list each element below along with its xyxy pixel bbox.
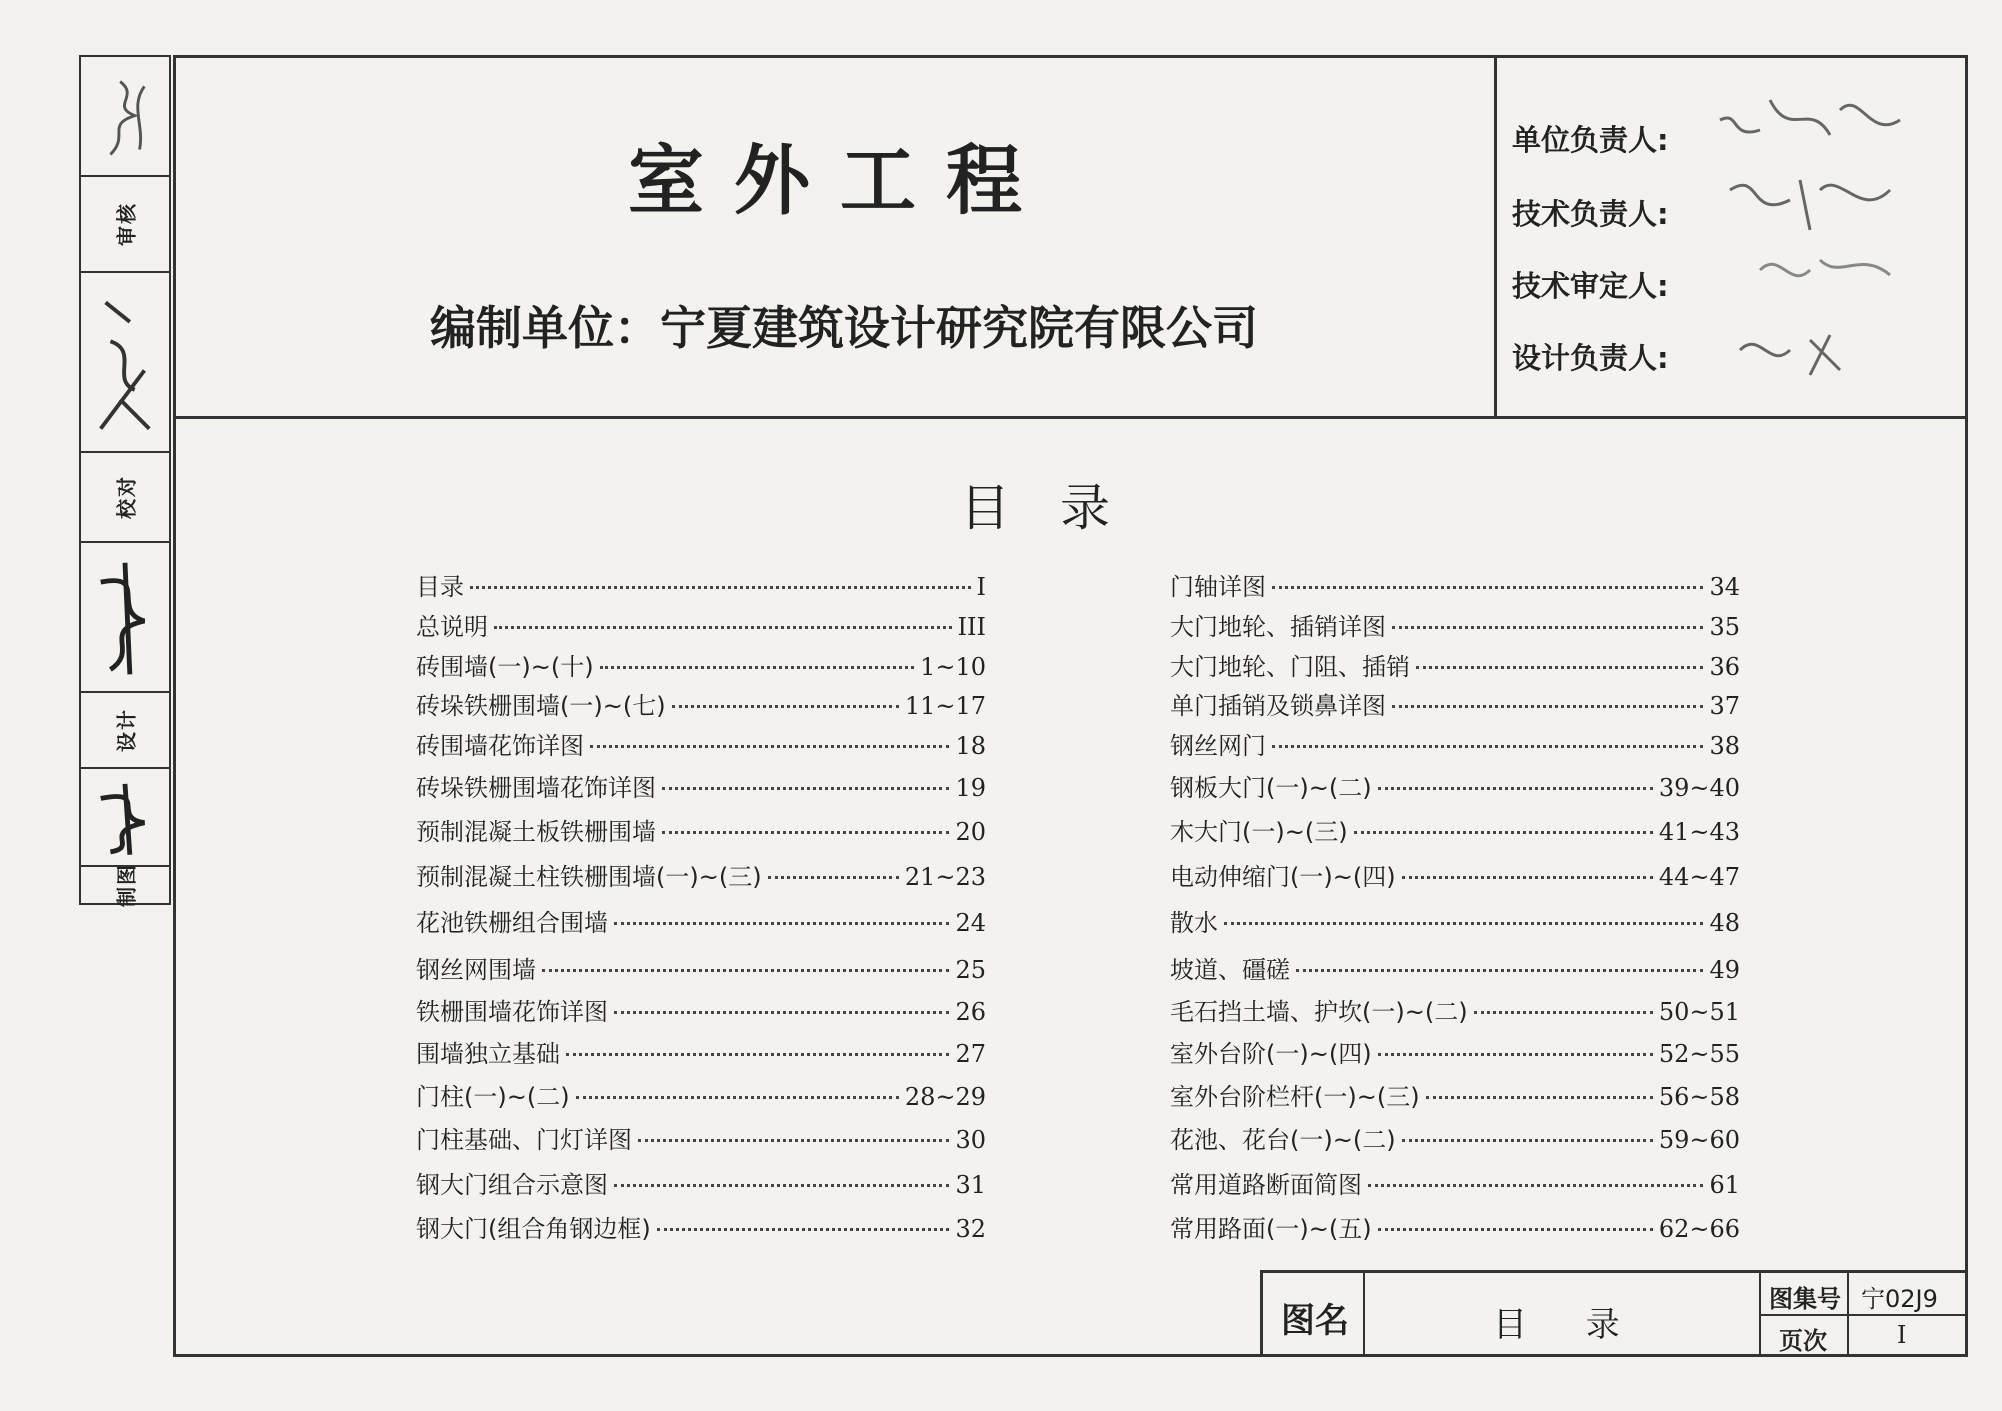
toc-entry-title: 预制混凝土柱铁栅围墙(一)~(三): [416, 863, 762, 891]
toc-leader-dots: [1402, 1139, 1653, 1142]
strip-cell-design: [81, 691, 169, 767]
toc-leader-dots: [1392, 626, 1703, 629]
toc-entry-page: 19: [955, 774, 986, 802]
toc-entry-page: 38: [1709, 732, 1740, 760]
toc-entry-title: 花池、花台(一)~(二): [1170, 1126, 1396, 1154]
toc-entry-page: 37: [1709, 692, 1740, 720]
page-number-value: I: [1897, 1321, 1907, 1349]
toc-entry-page: I: [976, 573, 986, 601]
strip-cell-review: [81, 175, 169, 271]
toc-entry-page: 1~10: [920, 653, 986, 681]
toc-entry: [416, 903, 986, 938]
toc-entry: [1170, 1120, 1740, 1155]
toc-entry-page: 44~47: [1658, 863, 1740, 891]
strip-cell-proofread: [81, 451, 169, 541]
toc-entry-page: 35: [1709, 613, 1740, 641]
toc-leader-dots: [614, 922, 949, 925]
toc-entry-page: 20: [955, 818, 986, 846]
toc-entry-page: 18: [955, 732, 986, 760]
toc-entry-page: 21~23: [904, 863, 986, 891]
toc-entry: [416, 1077, 986, 1112]
toc-entry-page: 50~51: [1658, 998, 1740, 1026]
toc-leader-dots: [1378, 1228, 1653, 1231]
toc-entry-page: III: [957, 613, 986, 641]
toc-entry-title: 常用道路断面简图: [1170, 1171, 1362, 1199]
toc-entry: [1170, 857, 1740, 892]
toc-entry-title: 电动伸缩门(一)~(四): [1170, 863, 1396, 891]
handwritten-signatures: [1700, 80, 1940, 400]
toc-leader-dots: [1272, 586, 1703, 589]
toc-entry-page: 11~17: [904, 692, 986, 720]
toc-leader-dots: [1354, 831, 1653, 834]
toc-entry-title: 铁栅围墙花饰详图: [416, 998, 608, 1026]
strip-signature-cell: [81, 541, 169, 691]
toc-entry-title: 单门插销及锁鼻详图: [1170, 692, 1386, 720]
toc-entry-title: 门柱基础、门灯详图: [416, 1126, 632, 1154]
toc-entry-page: 49: [1709, 956, 1740, 984]
strip-label-design: 设计: [114, 708, 139, 752]
toc-entry-title: 花池铁栅组合围墙: [416, 909, 608, 937]
toc-entry-title: 总说明: [416, 613, 488, 641]
handwritten-signature: [91, 67, 159, 164]
toc-leader-dots: [542, 969, 949, 972]
toc-entry-title: 钢丝网门: [1170, 732, 1266, 760]
toc-leader-dots: [1272, 745, 1703, 748]
toc-entry: [416, 857, 986, 892]
toc-entry-page: 52~55: [1658, 1040, 1740, 1068]
toc-leader-dots: [1392, 705, 1703, 708]
toc-entry-page: 24: [955, 909, 986, 937]
signature-label-unit-head: 单位负责人:: [1512, 123, 1669, 157]
header-divider: [173, 416, 1968, 419]
page-title: 室外工程: [628, 136, 1052, 225]
toc-entry: [416, 1165, 986, 1200]
toc-entry: [416, 726, 986, 761]
toc-entry: [416, 992, 986, 1027]
toc-entry-title: 室外台阶(一)~(四): [1170, 1040, 1372, 1068]
strip-label-review: 审核: [114, 202, 139, 246]
toc-entry-title: 钢丝网围墙: [416, 956, 536, 984]
toc-leader-dots: [1416, 666, 1703, 669]
toc-entry: [416, 607, 986, 642]
toc-entry-page: 26: [955, 998, 986, 1026]
drawing-name-value: 目 录: [1493, 1305, 1644, 1345]
toc-entry: [1170, 686, 1740, 721]
signature-label-design-head: 设计负责人:: [1512, 341, 1669, 375]
toc-entry: [416, 1120, 986, 1155]
toc-leader-dots: [657, 1228, 950, 1231]
toc-leader-dots: [614, 1184, 949, 1187]
toc-entry-page: 39~40: [1658, 774, 1740, 802]
handwritten-signature: [91, 553, 159, 679]
strip-signature-cell: [81, 271, 169, 451]
title-block-divider: [1759, 1314, 1966, 1316]
toc-entry-page: 34: [1709, 573, 1740, 601]
toc-entry-title: 室外台阶栏杆(一)~(三): [1170, 1083, 1420, 1111]
signature-label-tech-approver: 技术审定人:: [1512, 269, 1669, 303]
toc-entry-title: 钢板大门(一)~(二): [1170, 774, 1372, 802]
toc-entry-page: 27: [955, 1040, 986, 1068]
toc-entry-title: 砖围墙(一)~(十): [416, 653, 594, 681]
toc-entry-page: 48: [1709, 909, 1740, 937]
toc-leader-dots: [1402, 876, 1653, 879]
toc-entry: [1170, 1034, 1740, 1069]
toc-entry: [1170, 950, 1740, 985]
toc-entry: [1170, 768, 1740, 803]
toc-leader-dots: [1378, 787, 1653, 790]
toc-leader-dots: [1474, 1011, 1653, 1014]
toc-entry: [1170, 1209, 1740, 1244]
toc-entry-page: 61: [1709, 1171, 1740, 1199]
toc-leader-dots: [638, 1139, 949, 1142]
toc-leader-dots: [470, 586, 971, 589]
toc-entry-title: 围墙独立基础: [416, 1040, 560, 1068]
toc-entry-title: 大门地轮、门阻、插销: [1170, 653, 1410, 681]
toc-entry-title: 散水: [1170, 909, 1218, 937]
toc-entry: [1170, 647, 1740, 682]
toc-leader-dots: [672, 705, 899, 708]
toc-leader-dots: [1224, 922, 1703, 925]
toc-title: 目录: [960, 479, 1160, 537]
toc-leader-dots: [494, 626, 952, 629]
toc-leader-dots: [662, 831, 949, 834]
toc-entry: [416, 1209, 986, 1244]
strip-signature-cell: [81, 57, 169, 175]
toc-entry-page: 31: [955, 1171, 986, 1199]
toc-leader-dots: [590, 745, 949, 748]
toc-entry-page: 59~60: [1658, 1126, 1740, 1154]
toc-leader-dots: [576, 1096, 899, 1099]
toc-leader-dots: [614, 1011, 949, 1014]
toc-entry-page: 41~43: [1658, 818, 1740, 846]
toc-entry: [1170, 903, 1740, 938]
strip-label-proofread: 校对: [114, 475, 139, 519]
toc-entry-title: 砖垛铁栅围墙(一)~(七): [416, 692, 666, 720]
toc-entry-title: 砖围墙花饰详图: [416, 732, 584, 760]
toc-entry-page: 56~58: [1658, 1083, 1740, 1111]
strip-label-drawing: 制图: [114, 863, 139, 907]
toc-leader-dots: [1378, 1053, 1653, 1056]
toc-entry-title: 门轴详图: [1170, 573, 1266, 601]
toc-entry-page: 25: [955, 956, 986, 984]
signature-label-tech-head: 技术负责人:: [1512, 197, 1669, 231]
title-block: [1260, 1270, 1966, 1355]
toc-leader-dots: [600, 666, 915, 669]
page-number-label: 页次: [1779, 1327, 1827, 1355]
toc-entry-title: 钢大门(组合角钢边框): [416, 1215, 651, 1243]
handwritten-signature: [91, 283, 159, 438]
toc-entry: [416, 950, 986, 985]
handwritten-signature: [91, 779, 159, 857]
toc-leader-dots: [768, 876, 899, 879]
strip-signature-cell: [81, 767, 169, 865]
toc-entry: [1170, 726, 1740, 761]
toc-entry: [416, 567, 986, 602]
toc-entry: [416, 647, 986, 682]
toc-entry-page: 28~29: [904, 1083, 986, 1111]
toc-entry: [1170, 812, 1740, 847]
atlas-number-value: 宁02J9: [1861, 1285, 1938, 1313]
toc-leader-dots: [1426, 1096, 1653, 1099]
toc-entry-title: 砖垛铁栅围墙花饰详图: [416, 774, 656, 802]
toc-entry-title: 坡道、礓磋: [1170, 956, 1290, 984]
toc-entry-title: 毛石挡土墙、护坎(一)~(二): [1170, 998, 1468, 1026]
toc-entry: [1170, 567, 1740, 602]
toc-entry: [416, 1034, 986, 1069]
toc-entry: [1170, 607, 1740, 642]
toc-entry-page: 36: [1709, 653, 1740, 681]
toc-leader-dots: [662, 787, 949, 790]
toc-entry: [1170, 1165, 1740, 1200]
toc-entry-title: 木大门(一)~(三): [1170, 818, 1348, 846]
atlas-number-label: 图集号: [1769, 1285, 1841, 1313]
toc-entry: [1170, 992, 1740, 1027]
title-block-divider: [1363, 1273, 1365, 1355]
organization-name: 编制单位：宁夏建筑设计研究院有限公司: [430, 301, 1258, 355]
toc-entry: [416, 812, 986, 847]
toc-entry-title: 大门地轮、插销详图: [1170, 613, 1386, 641]
toc-entry-title: 目录: [416, 573, 464, 601]
toc-entry-page: 62~66: [1658, 1215, 1740, 1243]
strip-cell-drawing: [81, 863, 169, 907]
toc-entry-title: 预制混凝土板铁栅围墙: [416, 818, 656, 846]
toc-entry-title: 常用路面(一)~(五): [1170, 1215, 1372, 1243]
approval-strip: [79, 55, 171, 905]
toc-leader-dots: [1368, 1184, 1703, 1187]
toc-entry-page: 32: [955, 1215, 986, 1243]
toc-entry: [416, 768, 986, 803]
toc-entry-page: 30: [955, 1126, 986, 1154]
toc-leader-dots: [566, 1053, 949, 1056]
drawing-name-label: 图名: [1281, 1301, 1349, 1341]
toc-entry-title: 钢大门组合示意图: [416, 1171, 608, 1199]
toc-entry: [416, 686, 986, 721]
toc-entry: [1170, 1077, 1740, 1112]
toc-leader-dots: [1296, 969, 1703, 972]
signature-divider: [1494, 55, 1497, 418]
toc-entry-title: 门柱(一)~(二): [416, 1083, 570, 1111]
